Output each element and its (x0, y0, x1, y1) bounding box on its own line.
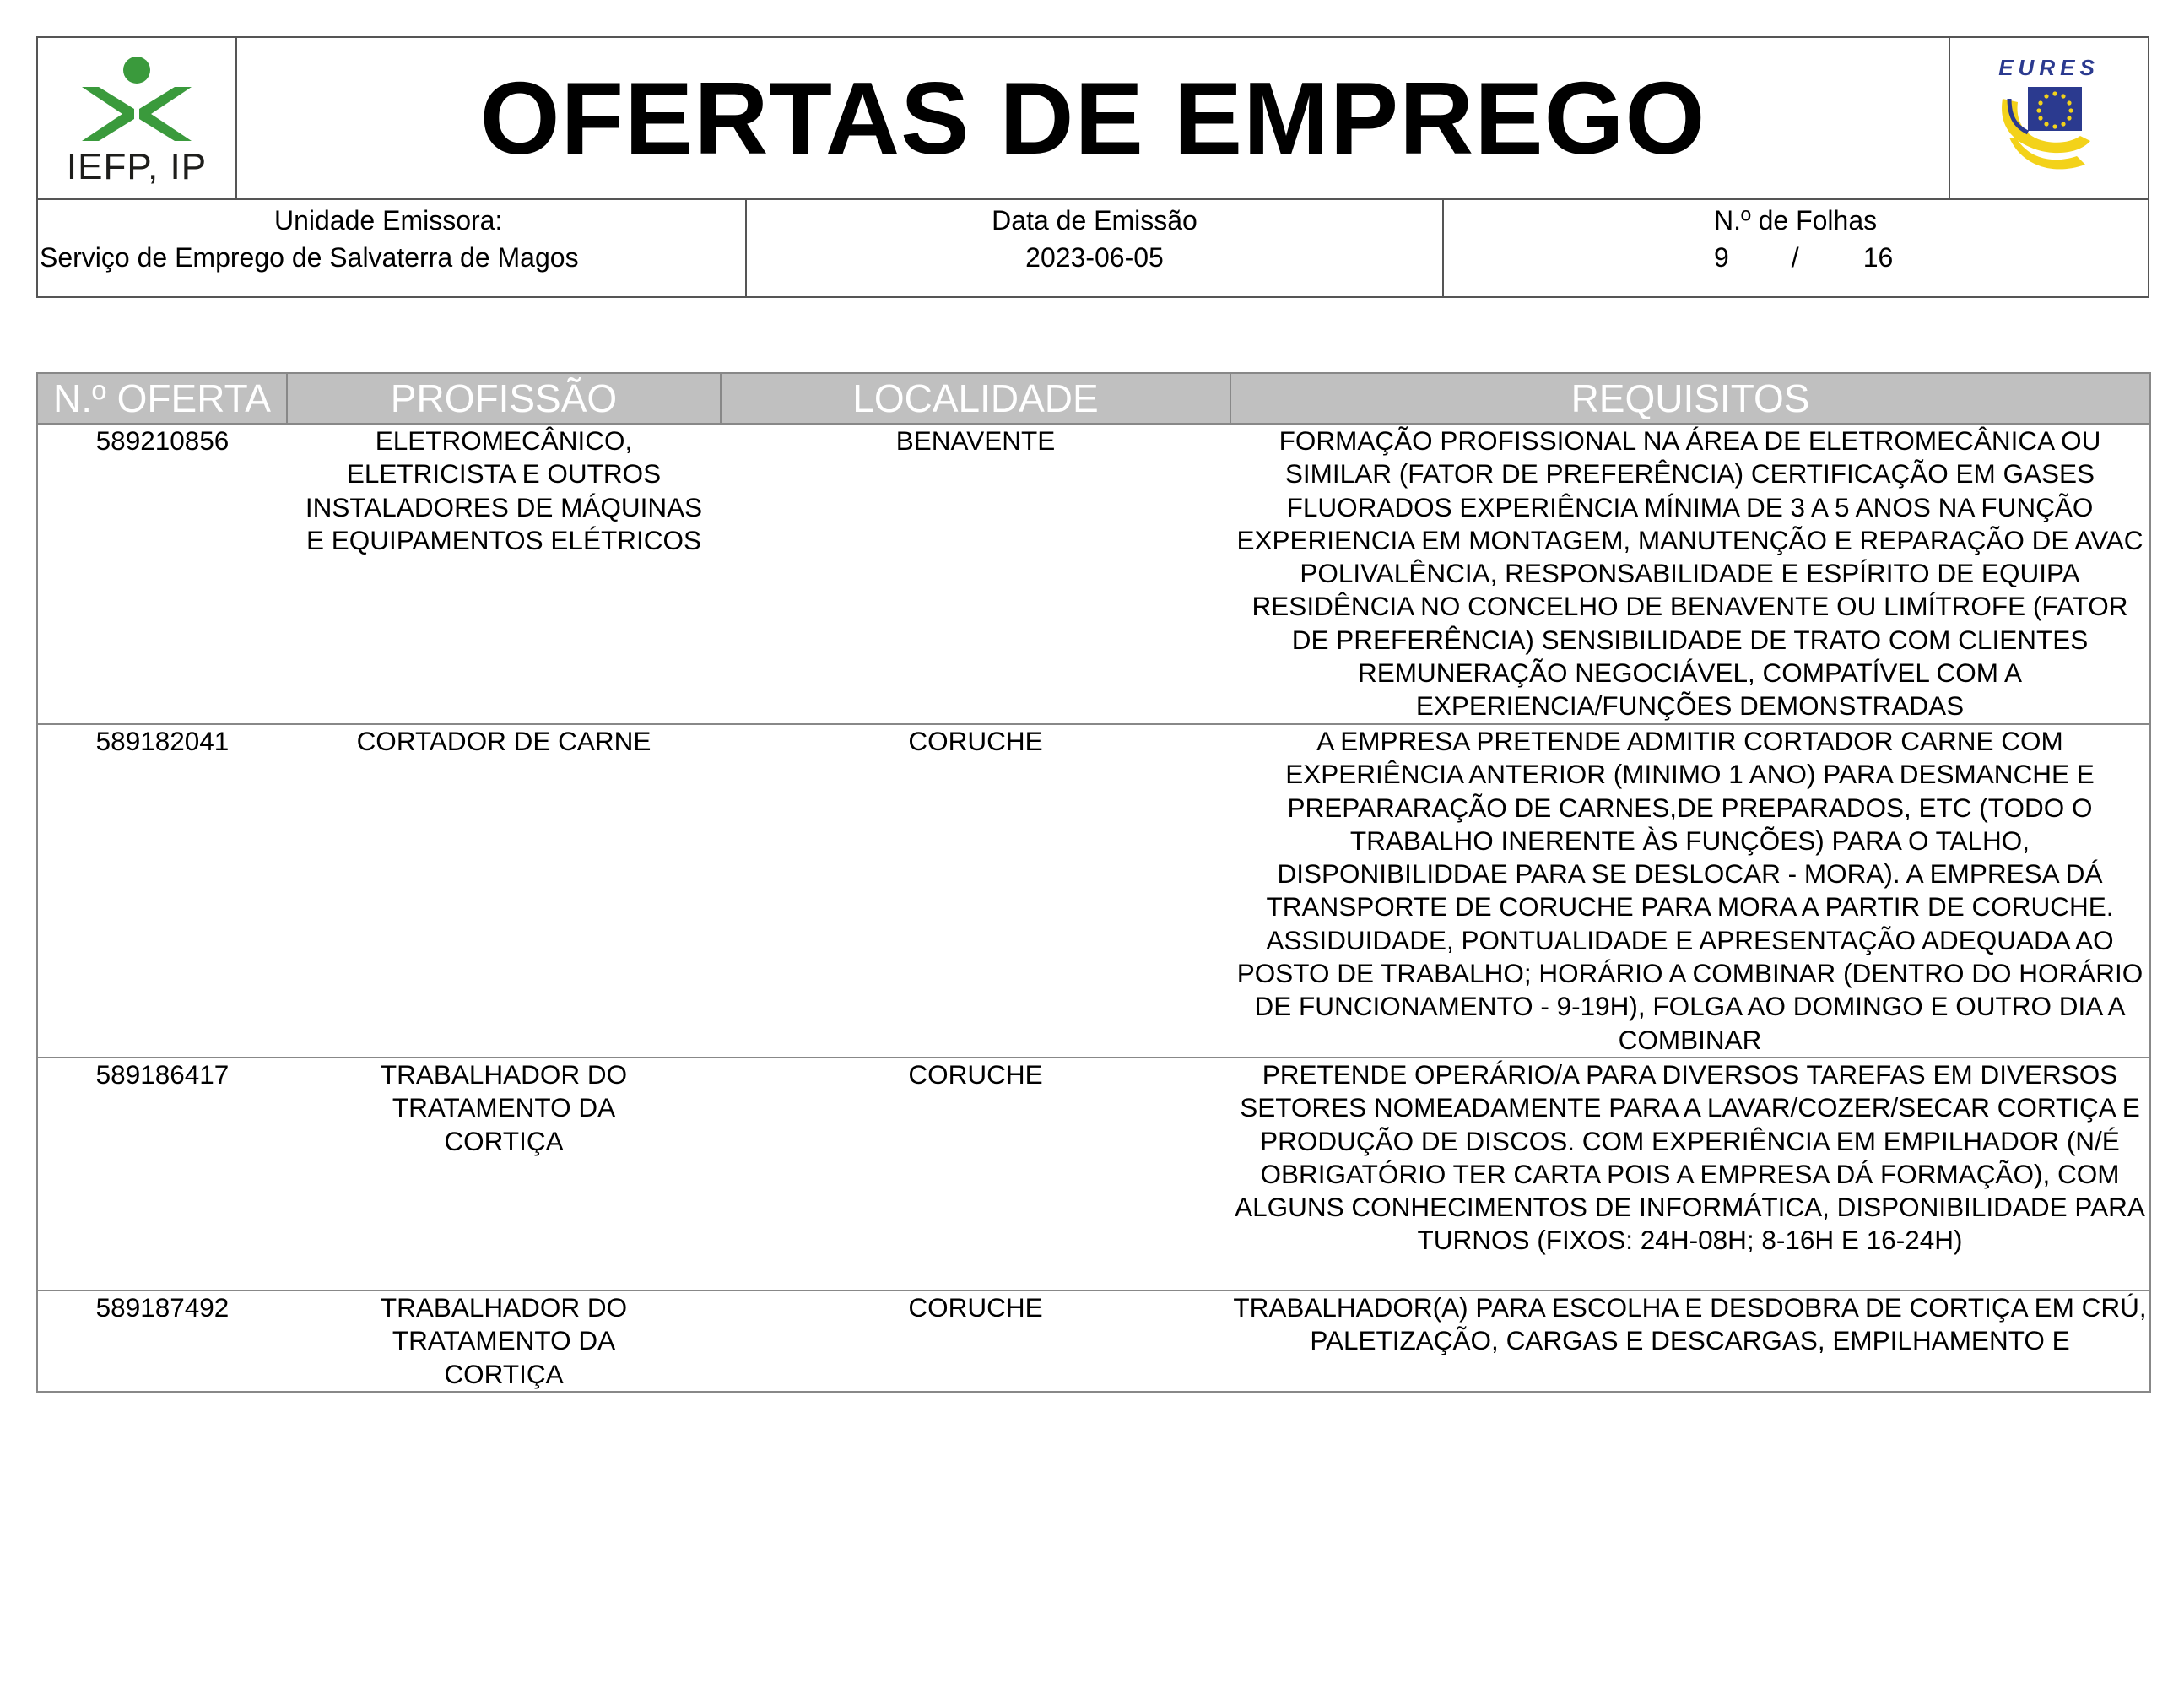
table-row (37, 1058, 2150, 1290)
column-header-localidade: LOCALIDADE (721, 373, 1230, 424)
iefp-logo (38, 38, 237, 198)
cell-oferta: 589210856 (37, 424, 287, 724)
data-emissao-cell (747, 200, 1444, 296)
column-header-requisitos: REQUISITOS (1230, 373, 2150, 424)
column-header-profissao: PROFISSÃO (287, 373, 721, 424)
cell-profissao: ELETROMECÂNICO, ELETRICISTA E OUTROS INSTALADORES DE MÁQUINAS E EQUIPAMENTOS ELÉTRICOS (287, 424, 721, 724)
eures-logo-text: EURES (1998, 55, 2100, 80)
header-title-row (38, 38, 2148, 200)
table-header-row (37, 373, 2150, 424)
cell-requisitos: PRETENDE OPERÁRIO/A PARA DIVERSOS TAREFAS EM DIVERSOS SETORES NOMEADAMENTE PARA A LAVAR/COZER/SECAR CORTIÇA E PRODUÇÃO DE DISCOS. COM EXPERIÊNCIA EM EMPILHADOR (N/É OBRIGATÓRIO TER CARTA POIS A EMPRESA DÁ FORMAÇÃO), COM ALGUNS CONHECIMENTOS DE INFORMÁTICA, DISPONIBILIDADE PARA TURNOS (FIXOS: 24H-08H; 8-16H E 16-24H) (1230, 1058, 2150, 1290)
cell-requisitos: A EMPRESA PRETENDE ADMITIR CORTADOR CARNE COM EXPERIÊNCIA ANTERIOR (MINIMO 1 ANO) PARA DESMANCHE E PREPARARAÇÃO DE CARNES,DE PREPARADOS, ETC (TODO O TRABALHO INERENTE ÀS FUNÇÕES) PARA O TALHO, DISPONIBILIDDAE PARA SE DESLOCAR - MORA). A EMPRESA DÁ TRANSPORTE DE CORUCHE PARA MORA A PARTIR DE CORUCHE. ASSIDUIDADE, PONTUALIDADE E APRESENTAÇÃO ADEQUADA AO POSTO DE TRABALHO; HORÁRIO A COMBINAR (DENTRO DO HORÁRIO DE FUNCIONAMENTO - 9-19H), FOLGA AO DOMINGO E OUTRO DIA A COMBINAR (1230, 724, 2150, 1058)
cell-oferta: 589182041 (37, 724, 287, 1058)
column-header-oferta: N.º OFERTA (37, 373, 287, 424)
cell-localidade: BENAVENTE (721, 424, 1230, 724)
cell-oferta: 589187492 (37, 1290, 287, 1392)
cell-oferta: 589186417 (37, 1058, 287, 1290)
cell-requisitos: FORMAÇÃO PROFISSIONAL NA ÁREA DE ELETROMECÂNICA OU SIMILAR (FATOR DE PREFERÊNCIA) CERTIFICAÇÃO EM GASES FLUORADOS EXPERIÊNCIA MÍNIMA DE 3 A 5 ANOS NA FUNÇÃO EXPERIENCIA EM MONTAGEM, MANUTENÇÃO E REPARAÇÃO DE AVAC POLIVALÊNCIA, RESPONSABILIDADE E ESPÍRITO DE EQUIPA RESIDÊNCIA NO CONCELHO DE BENAVENTE OU LIMÍTROFE (FATOR DE PREFERÊNCIA) SENSIBILIDADE DE TRATO COM CLIENTES REMUNERAÇÃO NEGOCIÁVEL, COMPATÍVEL COM A EXPERIENCIA/FUNÇÕES DEMONSTRADAS (1230, 424, 2150, 724)
folhas-total: 16 (1862, 242, 1894, 273)
unidade-emissora-label: Unidade Emissora: (274, 205, 503, 235)
table-row (37, 1290, 2150, 1392)
unidade-emissora-value: Serviço de Emprego de Salvaterra de Magos (40, 242, 579, 273)
eures-logo (1949, 38, 2148, 198)
iefp-logo-text: IEFP, IP (66, 146, 208, 187)
data-emissao-label: Data de Emissão (992, 205, 1197, 235)
cell-localidade: CORUCHE (721, 1058, 1230, 1290)
cell-profissao: TRABALHADOR DO TRATAMENTO DA CORTIÇA (287, 1290, 721, 1392)
iefp-emblem-icon (38, 45, 234, 154)
requisitos-clip: TRABALHADOR(A) PARA ESCOLHA E DESDOBRA DE CORTIÇA EM CRÚ, PALETIZAÇÃO, CARGAS E DESCARGAS, EMPILHAMENTO E (1233, 1291, 2147, 1356)
num-folhas-value (1444, 239, 2149, 276)
offers-table (36, 372, 2151, 1393)
cell-localidade: CORUCHE (721, 1290, 1230, 1392)
table-row (37, 424, 2150, 724)
unidade-emissora-cell (38, 200, 747, 296)
eures-hand-icon (1950, 38, 2146, 198)
num-folhas-label: N.º de Folhas (1714, 205, 1878, 235)
header-info-row (38, 200, 2148, 296)
cell-localidade: CORUCHE (721, 724, 1230, 1058)
cell-profissao: TRABALHADOR DO TRATAMENTO DA CORTIÇA (287, 1058, 721, 1290)
folhas-separator: / (1791, 242, 1799, 273)
cell-profissao: CORTADOR DE CARNE (287, 724, 721, 1058)
cell-requisitos (1230, 1290, 2150, 1392)
document-header (36, 36, 2149, 298)
data-emissao-value: 2023-06-05 (1025, 242, 1164, 273)
page-title: OFERTAS DE EMPREGO (479, 61, 1706, 176)
num-folhas-cell (1444, 200, 2149, 296)
folhas-current: 9 (1714, 242, 1729, 273)
table-row (37, 724, 2150, 1058)
